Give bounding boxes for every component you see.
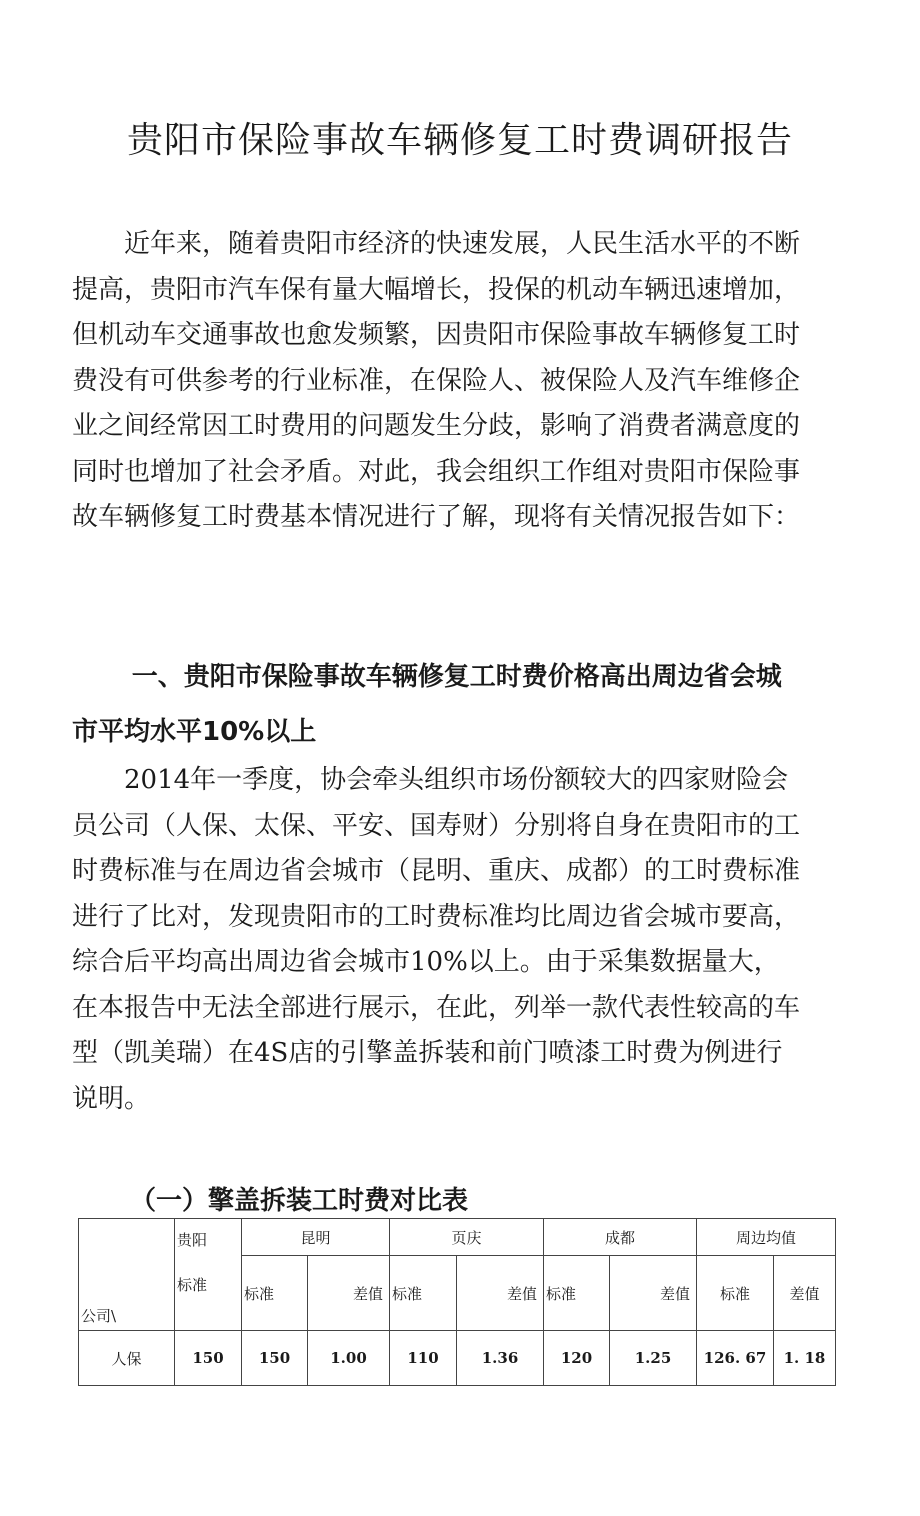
chongqing-std-cell: 110 [390,1331,457,1386]
kunming-std-cell: 150 [242,1331,308,1386]
company-cell: 人保 [79,1331,175,1386]
section-1-heading: 一、贵阳市保险事故车辆修复工时费价格高出周边省会城市平均水平10%以上 [72,662,782,747]
kunming-diff-cell: 1.00 [308,1331,390,1386]
section-1-paragraph: 2014年一季度，协会牵头组织市场份额较大的四家财险会员公司（人保、太保、平安、国寿财）分别将自身在贵阳市的工时费标准与在周边省会城市（昆明、重庆、成都）的工时费标准进行了比对，发现贵阳市的工时费标准均比周边省会城市要高，综合后平均高出周边省会城市10%以上。由于采集数据量大，在本报告中无法全部进行展示，在此，列举一款代表性较高的车型（凯美瑞）在4S店的引擎盖拆装和前门喷漆工时费为例进行说明。 [72,765,801,1114]
table-heading: （一）擎盖拆装工时费对比表 [130,1186,469,1216]
corner-header: 公司\ [79,1219,175,1331]
average-diff-cell: 1. 18 [774,1331,836,1386]
intro-paragraph: 近年来，随着贵阳市经济的快速发展，人民生活水平的不断提高，贵阳市汽车保有量大幅增长，投保的机动车辆迅速增加，但机动车交通事故也愈发频繁，因贵阳市保险事故车辆修复工时费没有可供参考的行业标准，在保险人、被保险人及汽车维修企业之间经常因工时费用的问题发生分歧，影响了消费者满意度的同时也增加了社会矛盾。对此，我会组织工作组对贵阳市保险事故车辆修复工时费基本情况进行了解，现将有关情况报告如下： [72,229,801,532]
chengdu-diff-cell: 1.25 [610,1331,697,1386]
chongqing-diff-header: 差值 [457,1256,544,1331]
table-row [79,1331,836,1386]
comparison-table [78,1218,836,1386]
guiyang-std-label: 标准 [177,1276,208,1294]
city-header-kunming: 昆明 [242,1219,390,1256]
average-std-cell: 126. 67 [697,1331,774,1386]
city-header-average: 周边均值 [697,1219,836,1256]
city-header-chongqing: 页庆 [390,1219,544,1256]
average-std-header: 标准 [697,1256,774,1331]
chongqing-diff-cell: 1.36 [457,1331,544,1386]
guiyang-label: 贵阳 [177,1231,208,1249]
chengdu-diff-header: 差值 [610,1256,697,1331]
chengdu-std-header: 标准 [544,1256,610,1331]
city-header-chengdu: 成都 [544,1219,697,1256]
kunming-std-header: 标准 [242,1256,308,1331]
guiyang-std-cell: 150 [175,1331,242,1386]
kunming-diff-header: 差值 [308,1256,390,1331]
average-diff-header: 差值 [774,1256,836,1331]
document-title: 贵阳市保险事故车辆修复工时费调研报告 [126,120,793,161]
guiyang-header [175,1219,242,1331]
chengdu-std-cell: 120 [544,1331,610,1386]
chongqing-std-header: 标准 [390,1256,457,1331]
